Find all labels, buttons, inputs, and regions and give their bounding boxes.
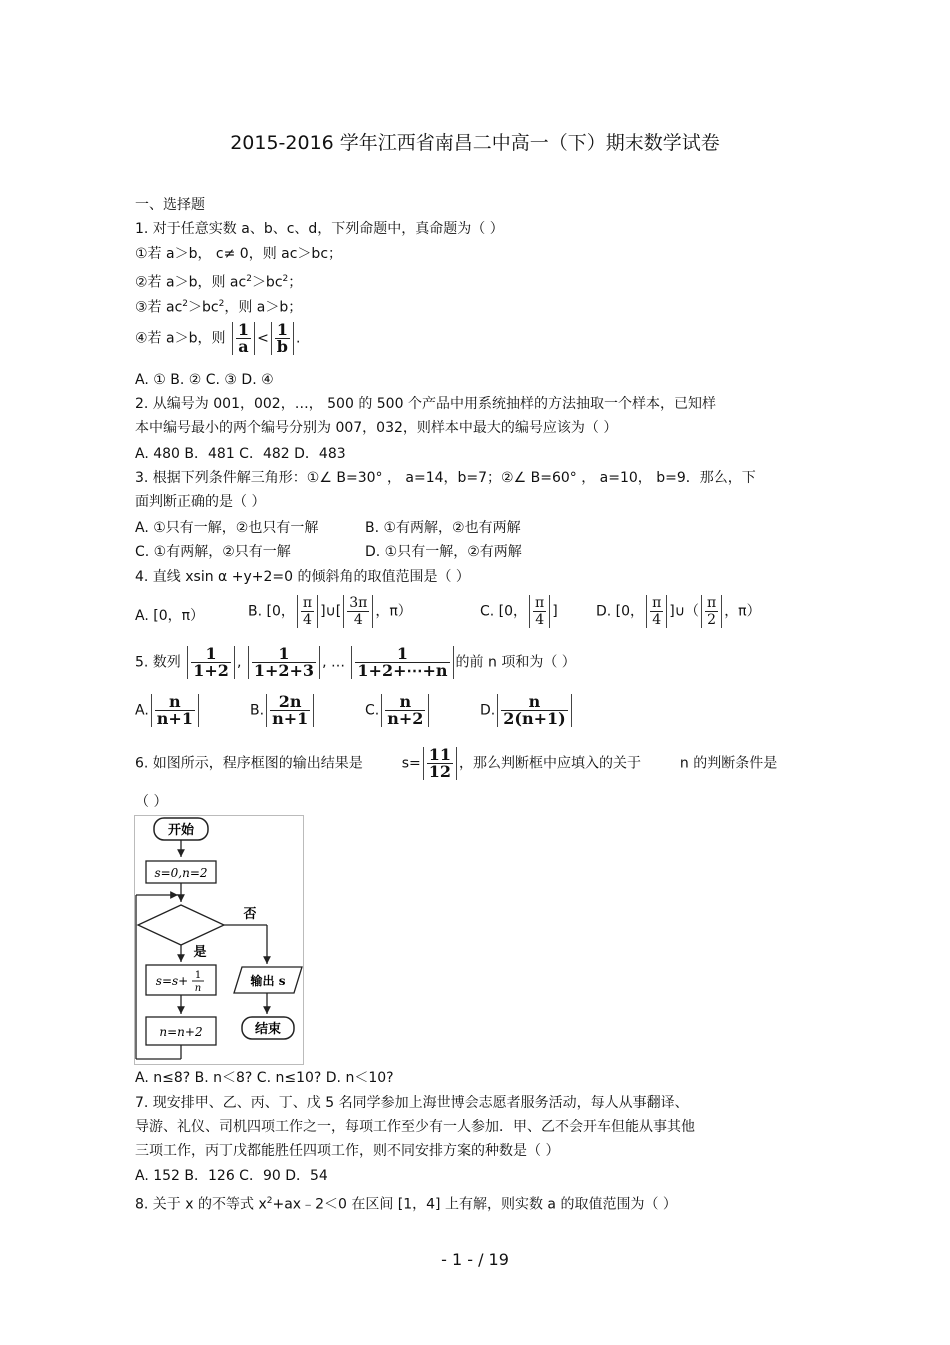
question-3-option-a: A. ①只有一解，②也只有一解 [135, 520, 319, 536]
flowchart-no-label: 否 [243, 907, 257, 922]
question-6-options: A. n≤8? B. n＜8? C. n≤10? D. n＜10? [135, 1070, 394, 1086]
section-heading: 一、选择题 [135, 197, 205, 213]
flowchart-end-label: 结束 [254, 1022, 282, 1037]
question-7-line-2: 导游、礼仪、司机四项工作之一，每项工作至少有一人参加．甲、乙不会开车但能从事其他 [135, 1119, 695, 1135]
question-5-option-a: A. $\frac{n}{n+1}$ [135, 694, 201, 727]
question-1-premise-2: ②若 a＞b，则 $ac^2>bc^2$； [135, 274, 303, 291]
question-1-options: A. ① B. ② C. ③ D. ④ [135, 372, 274, 388]
question-2-line-2: 本中编号最小的两个编号分别为 007，032，则样本中最大的编号应该为（ ） [135, 420, 618, 436]
question-2-line-1: 2. 从编号为 001，002，…， 500 的 500 个产品中用系统抽样的方法抽取一个样本，已知样 [135, 396, 716, 412]
question-5-option-d: D. $\frac{n}{2(n+1)}$ [480, 694, 574, 727]
question-3-line-2: 面判断正确的是（ ） [135, 494, 266, 510]
question-3-line-1: 3. 根据下列条件解三角形：①∠ B=30° ， a=14，b=7；②∠ B=60° ， a=10， b=9．那么，下 [135, 470, 756, 486]
flowchart-update-label: s=s+ [155, 974, 189, 988]
question-5-option-b: B. $\frac{2n}{n+1}$ [250, 694, 316, 727]
question-5-stem: 5. 数列 $\frac{1}{1+2}$ , $\frac{1}{1+2+3}$ , … $\frac{1}{1+2+\cdots+n}$ 的前 n 项和为（ ） [135, 644, 576, 680]
question-7-options: A. 152 B．126 C．90 D．54 [135, 1168, 328, 1184]
fraction-1-over-a: $\frac{1}{a}$ [232, 322, 255, 355]
question-1-premise-1: ①若 a＞b， c≠ 0，则 ac＞bc； [135, 246, 343, 262]
question-4-option-d: D. [0， $\frac{\pi}{4}$ ]∪（ $\frac{\pi}{2}$ ，π） [596, 595, 761, 628]
question-6-blank: （ ） [135, 794, 168, 810]
question-4-option-a: A. [0，π） [135, 608, 205, 624]
flowchart-update-denominator: n [194, 983, 202, 994]
question-4-stem: 4. 直线 xsin α +y+2=0 的倾斜角的取值范围是（ ） [135, 569, 470, 585]
question-7-line-1: 7. 现安排甲、乙、丙、丁、戊 5 名同学参加上海世博会志愿者服务活动，每人从事翻译、 [135, 1095, 689, 1111]
flowchart-update-numerator: 1 [194, 970, 202, 981]
question-1-premise-3: ③若 $ac^2>bc^2$，则 a＞b； [135, 299, 303, 316]
page-number: - 1 - / 19 [441, 1250, 509, 1269]
flowchart-output-label: 输出 s [250, 974, 286, 988]
question-4-option-b: B. [0， $\frac{\pi}{4}$ ]∪[ $\frac{3\pi}{4}$ ，π） [248, 595, 412, 628]
flowchart-start-label: 开始 [167, 823, 195, 838]
question-1-premise-4: ④若 a＞b，则 $\frac{1}{a}$ < $\frac{1}{b}$ . [135, 320, 301, 356]
fraction-1-over-b: $\frac{1}{b}$ [271, 322, 294, 355]
question-3-option-d: D. ①只有一解，②有两解 [365, 544, 522, 560]
question-4-option-c: C. [0， $\frac{\pi}{4}$ ] [480, 595, 558, 628]
question-1-stem: 1. 对于任意实数 a、b、c、d，下列命题中，真命题为（ ） [135, 221, 504, 237]
question-7-line-3: 三项工作，丙丁戊都能胜任四项工作，则不同安排方案的种数是（ ） [135, 1143, 560, 1159]
flowchart [134, 815, 304, 1065]
question-5-option-c: C. $\frac{n}{n+2}$ [365, 694, 431, 727]
question-8-stem: 8. 关于 x 的不等式 $x^2+ax﹣2<0$ 在区间 [1，4] 上有解，则实数 a 的取值范围为（ ） [135, 1196, 677, 1213]
flowchart-decision-node [138, 905, 224, 945]
question-6-stem: 6. 如图所示，程序框图的输出结果是 s= $\frac{11}{12}$ ，那么判断框中应填入的关于 n 的判断条件是 [135, 745, 778, 781]
flowchart-yes-label: 是 [193, 945, 207, 960]
flowchart-increment-label: n=n+2 [159, 1025, 203, 1039]
question-2-options: A. 480 B．481 C．482 D．483 [135, 446, 346, 462]
flowchart-init-label: s=0,n=2 [154, 866, 208, 880]
question-3-option-c: C. ①有两解，②只有一解 [135, 544, 291, 560]
page-title: 2015-2016 学年江西省南昌二中高一（下）期末数学试卷 [230, 132, 720, 154]
question-3-option-b: B. ①有两解，②也有两解 [365, 520, 521, 536]
